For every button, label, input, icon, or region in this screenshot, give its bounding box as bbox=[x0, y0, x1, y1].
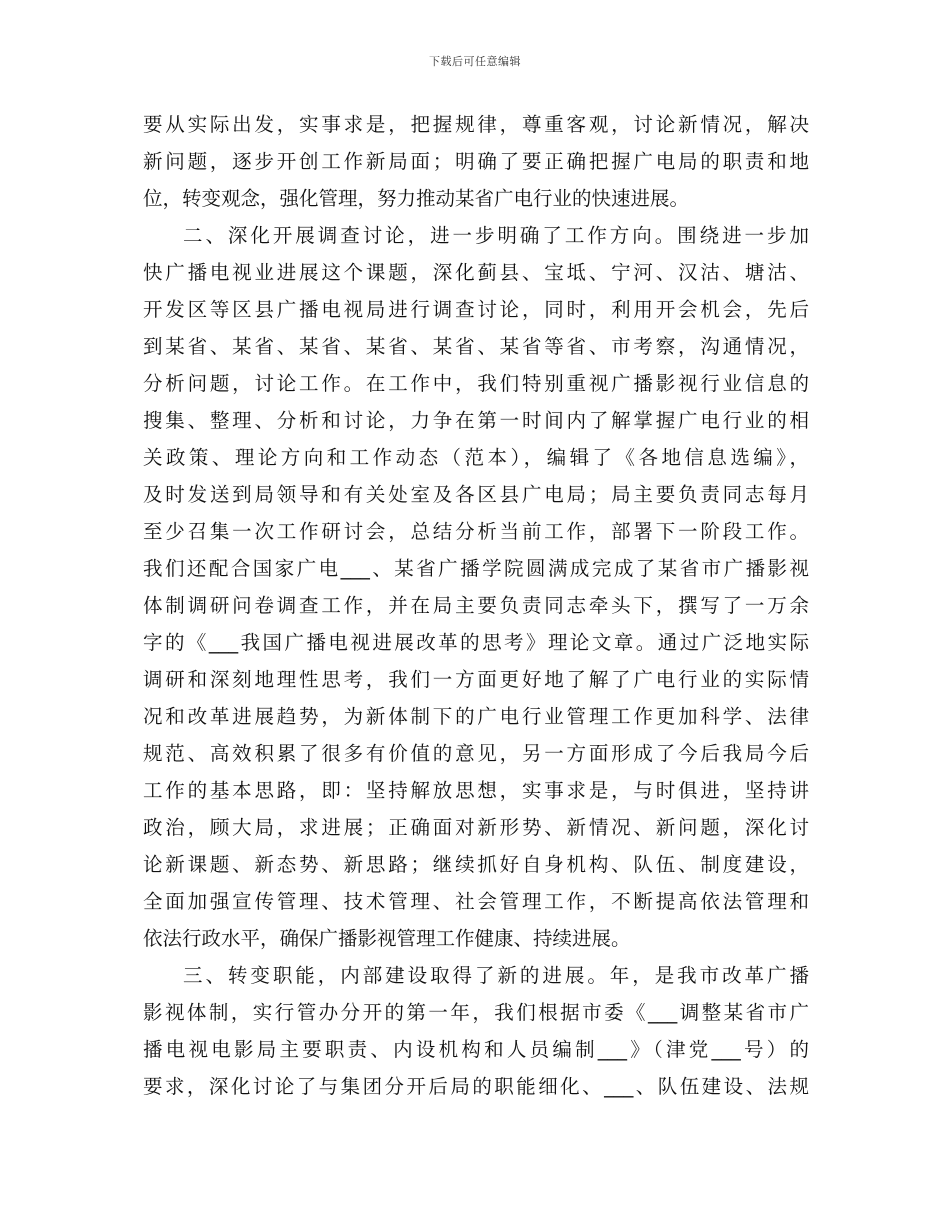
text-line: 字的《___我国广播电视进展改革的思考》理论文章。通过广泛地实际 bbox=[143, 631, 809, 654]
text-line: 二、深化开展调查讨论，进一步明确了工作方向。围绕进一步加 bbox=[183, 224, 809, 247]
text-line: 播电视电影局主要职责、内设机构和人员编制___》（津党___号）的 bbox=[143, 1038, 809, 1061]
text-line: 至少召集一次工作研讨会，总结分析当前工作，部署下一阶段工作。 bbox=[143, 520, 809, 543]
text-line: 我们还配合国家广电___、某省广播学院圆满成完成了某省市广播影视 bbox=[143, 557, 809, 580]
text-line: 到某省、某省、某省、某省、某省、某省等省、市考察，沟通情况， bbox=[143, 335, 809, 358]
text-line: 位，转变观念，强化管理，努力推动某省广电行业的快速进展。 bbox=[143, 187, 690, 210]
text-line: 规范、高效积累了很多有价值的意见，另一方面形成了今后我局今后 bbox=[143, 742, 809, 765]
text-line: 体制调研问卷调查工作，并在局主要负责同志牵头下，撰写了一万余 bbox=[143, 594, 809, 617]
text-line: 依法行政水平，确保广播影视管理工作健康、持续进展。 bbox=[143, 927, 631, 950]
text-line: 开发区等区县广播电视局进行调查讨论，同时，利用开会机会，先后 bbox=[143, 298, 809, 321]
text-line: 及时发送到局领导和有关处室及各区县广电局；局主要负责同志每月 bbox=[143, 483, 809, 506]
text-line: 快广播电视业进展这个课题，深化蓟县、宝坻、宁河、汉沽、塘沽、 bbox=[143, 261, 809, 284]
text-line: 工作的基本思路，即：坚持解放思想，实事求是，与时俱进，坚持讲 bbox=[143, 779, 809, 802]
text-line: 搜集、整理、分析和讨论，力争在第一时间内了解掌握广电行业的相 bbox=[143, 409, 809, 432]
text-line: 全面加强宣传管理、技术管理、社会管理工作，不断提高依法管理和 bbox=[143, 890, 809, 913]
text-line: 三、转变职能，内部建设取得了新的进展。年，是我市改革广播 bbox=[183, 964, 809, 987]
body-text bbox=[143, 106, 809, 1105]
text-line: 要从实际出发，实事求是，把握规律，尊重客观，讨论新情况，解决 bbox=[143, 113, 809, 136]
text-line: 新问题，逐步开创工作新局面；明确了要正确把握广电局的职责和地 bbox=[143, 150, 809, 173]
text-line: 论新课题、新态势、新思路；继续抓好自身机构、队伍、制度建设， bbox=[143, 853, 809, 876]
text-line: 调研和深刻地理性思考，我们一方面更好地了解了广电行业的实际情 bbox=[143, 668, 809, 691]
text-line: 关政策、理论方向和工作动态（范本），编辑了《各地信息选编》， bbox=[143, 446, 809, 469]
page-header: 下载后可任意编辑 bbox=[429, 55, 521, 68]
text-line: 政治，顾大局，求进展；正确面对新形势、新情况、新问题，深化讨 bbox=[143, 816, 809, 839]
text-line: 分析问题，讨论工作。在工作中，我们特别重视广播影视行业信息的 bbox=[143, 372, 809, 395]
text-line: 影视体制，实行管办分开的第一年，我们根据市委《___调整某省市广 bbox=[143, 1001, 809, 1024]
text-line: 要求，深化讨论了与集团分开后局的职能细化、___、队伍建设、法规 bbox=[143, 1075, 809, 1098]
text-line: 况和改革进展趋势，为新体制下的广电行业管理工作更加科学、法律 bbox=[143, 705, 809, 728]
